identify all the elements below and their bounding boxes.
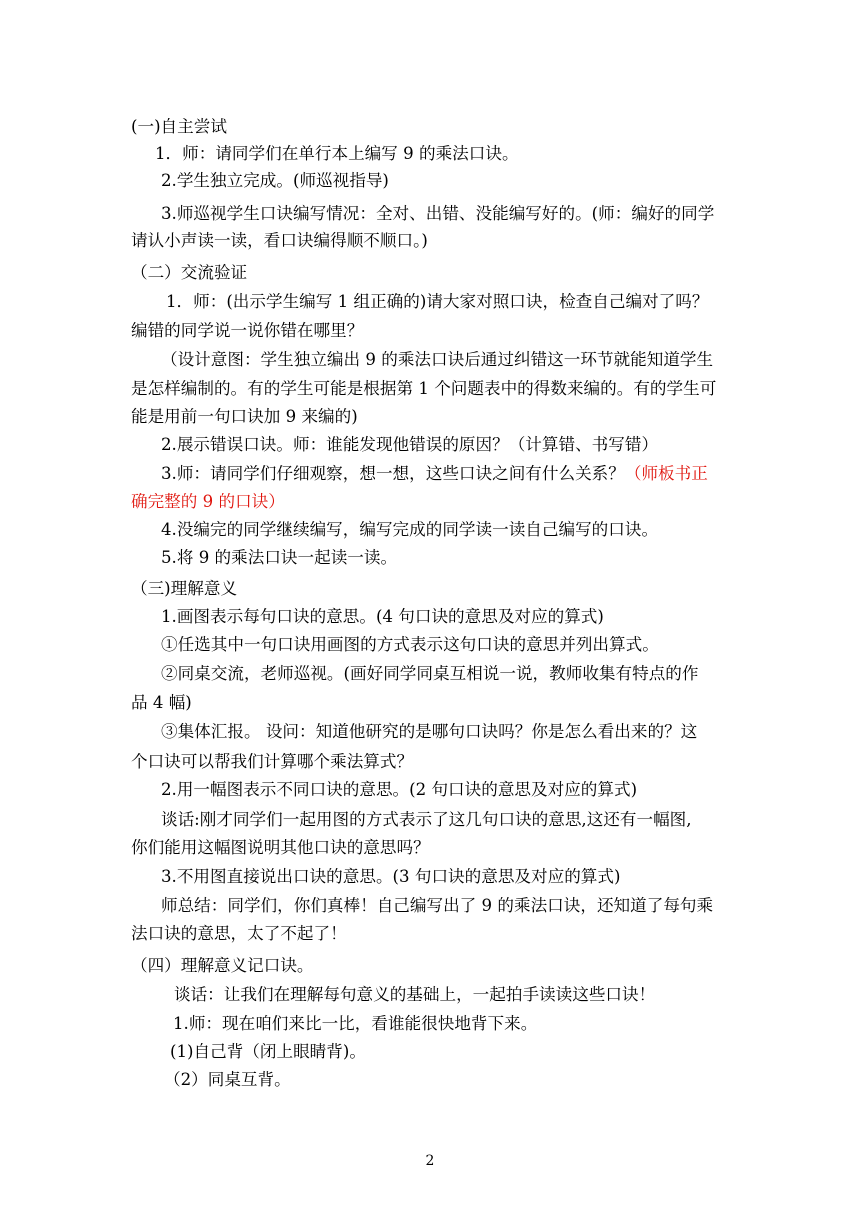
paragraph-line: 1.师：现在咱们来比一比，看谁能很快地背下来。 [173, 1014, 538, 1033]
paragraph-line: 谈话：让我们在理解每句意义的基础上，一起拍手读读这些口诀！ [174, 985, 656, 1004]
paragraph-line: 1．师：(出示学生编写 1 组正确的)请大家对照口诀，检查自己编对了吗？ [166, 292, 709, 311]
red-note: 确完整的 9 的口诀） [131, 492, 285, 511]
paragraph-line: 品 4 幅) [131, 693, 192, 712]
paragraph-line: 3.师巡视学生口诀编写情况：全对、出错、没能编写好的。(师：编好的同学 [161, 204, 715, 223]
paragraph-line: （设计意图：学生独立编出 9 的乘法口诀后通过纠错这一环节就能知道学生 [161, 350, 714, 369]
paragraph-line: (1)自己背（闭上眼睛背)。 [170, 1042, 366, 1061]
paragraph-line: 5.将 9 的乘法口诀一起读一读。 [161, 548, 398, 567]
paragraph-line: 请认小声读一读，看口诀编得顺不顺口。) [131, 231, 428, 250]
heading-section-1: (一)自主尝试 [131, 117, 227, 136]
paragraph-line: （2）同桌互背。 [164, 1070, 291, 1089]
paragraph-line: 是怎样编制的。有的学生可能是根据第 1 个问题表中的得数来编的。有的学生可 [131, 379, 717, 398]
paragraph-line: 个口诀可以帮我们计算哪个乘法算式？ [131, 752, 414, 771]
red-note: （师板书正 [624, 464, 708, 483]
paragraph-line: 编错的同学说一说你错在哪里？ [131, 321, 364, 340]
paragraph-line: ②同桌交流，老师巡视。(画好同学同桌互相说一说，教师收集有特点的作 [161, 664, 699, 683]
paragraph-line: 1.画图表示每句口诀的意思。(4 句口诀的意思及对应的算式) [161, 607, 604, 626]
paragraph-line: 3.不用图直接说出口诀的意思。(3 句口诀的意思及对应的算式) [161, 867, 621, 886]
page-number: 2 [425, 1153, 435, 1169]
paragraph-line: 4.没编完的同学继续编写，编写完成的同学读一读自己编写的口诀。 [161, 520, 659, 539]
paragraph-line: 你们能用这幅图说明其他口诀的意思吗？ [131, 838, 430, 857]
paragraph-line: 师总结：同学们，你们真棒！自己编写出了 9 的乘法口诀，还知道了每句乘 [161, 896, 714, 915]
paragraph-line: 2.展示错误口诀。师：谁能发现他错误的原因？（计算错、书写错） [161, 435, 659, 454]
paragraph-line: 1．师：请同学们在单行本上编写 9 的乘法口诀。 [155, 144, 519, 163]
paragraph-line: 3.师：请同学们仔细观察，想一想，这些口诀之间有什么关系？（师板书正 [161, 464, 708, 483]
paragraph-line: 2.用一幅图表示不同口诀的意思。(2 句口诀的意思及对应的算式) [161, 780, 638, 799]
paragraph-line: 谈话:刚才同学们一起用图的方式表示了这几句口诀的意思,这还有一幅图, [161, 810, 692, 829]
paragraph-line: 法口诀的意思，太了不起了！ [131, 924, 347, 943]
paragraph-line: ①任选其中一句口诀用画图的方式表示这句口诀的意思并列出算式。 [161, 635, 659, 654]
paragraph-line: 能是用前一句口诀加 9 来编的) [131, 407, 358, 426]
heading-section-3: （三)理解意义 [131, 579, 238, 598]
paragraph-line: 2.学生独立完成。(师巡视指导) [161, 171, 389, 190]
paragraph-line [131, 491, 285, 513]
heading-section-4: （四）理解意义记口诀。 [131, 956, 314, 975]
heading-section-2: （二）交流验证 [131, 263, 248, 282]
paragraph-line: ③集体汇报。 设问：知道他研究的是哪句口诀吗？你是怎么看出来的？这 [161, 722, 698, 741]
